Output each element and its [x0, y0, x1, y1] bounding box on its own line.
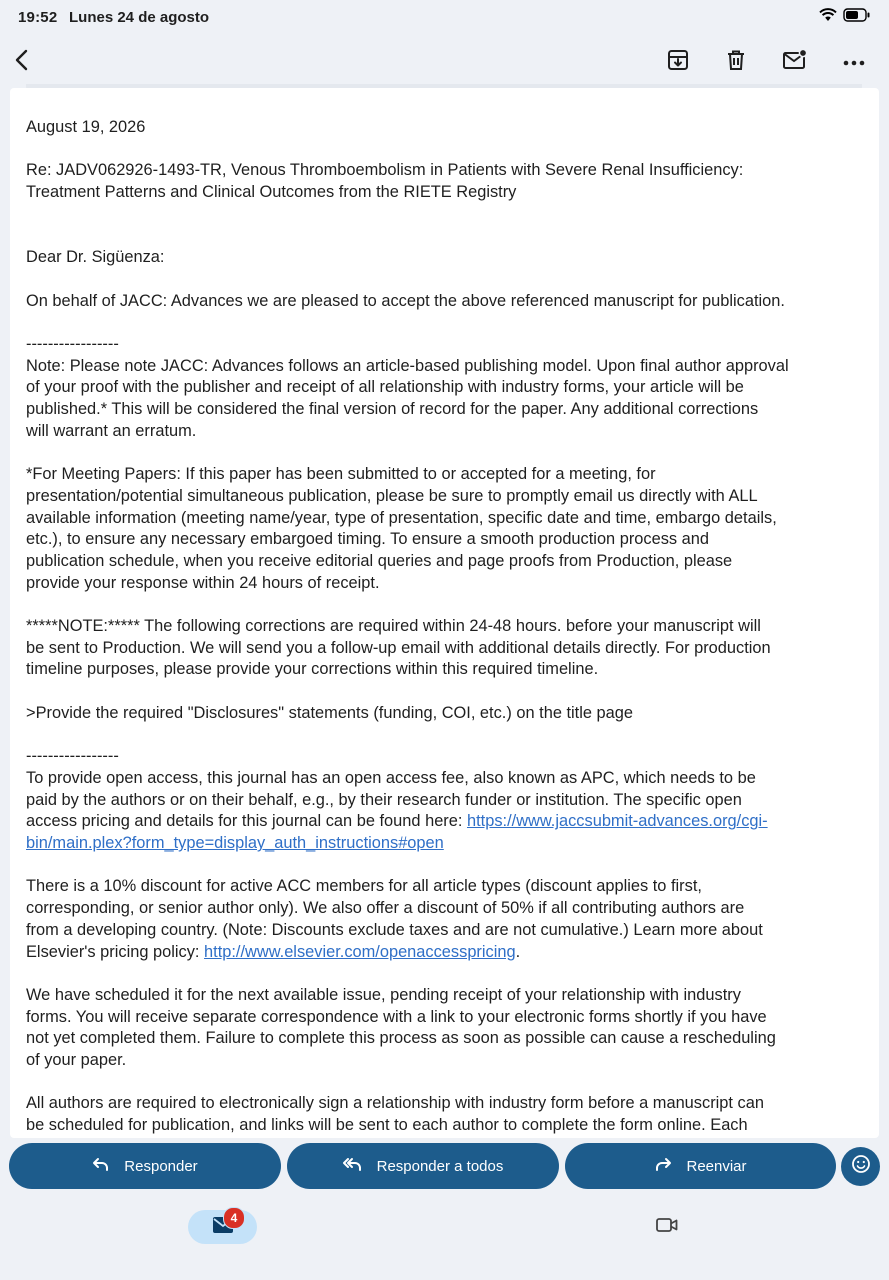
- back-button[interactable]: [4, 44, 40, 80]
- open-access-text: To provide open access, this journal has an open access fee, also known as APC, which needs to be paid by the authors or on their behalf, e.g., by their research funder or institution. The specific open access pricing and details for this journal can be found here:: [26, 768, 756, 831]
- forward-label: Reenviar: [686, 1157, 747, 1175]
- email-date: August 19, 2026: [26, 118, 146, 136]
- meeting-papers-paragraph: *For Meeting Papers: If this paper has been submitted to or accepted for a meeting, for presentation/potential simultaneous publication, please be sure to promptly email us directly with ALL available information (meeting name/year, type of presentation, specific date and time, embargo details, etc.), to ensure any necessary embargoed timing. To ensure a smooth production process and publication schedule, when you receive editorial queries and page proofs from Production, please provide your response within 24 hours of receipt.: [26, 465, 777, 592]
- email-toolbar: [0, 38, 889, 86]
- email-greeting: Dear Dr. Sigüenza:: [26, 248, 165, 267]
- wifi-icon: [819, 8, 837, 27]
- acceptance-paragraph: On behalf of JACC: Advances we are pleased to accept the above referenced manuscript for publication.: [26, 291, 785, 310]
- emoji-smile-icon: [851, 1154, 871, 1179]
- reply-all-label: Responder a todos: [376, 1157, 504, 1175]
- divider-text: -----------------: [26, 334, 119, 353]
- more-horizontal-icon: [843, 53, 865, 71]
- divider-text: -----------------: [26, 747, 119, 766]
- mail-unread-icon: [782, 48, 808, 77]
- open-access-link[interactable]: https://www.jaccsubmit-advances.org/cgi- bin/main.plex?form_type=display_auth_instructions#open: [26, 812, 768, 853]
- reply-icon: [92, 1157, 110, 1175]
- discount-text: There is a 10% discount for active ACC members for all article types (discount applies to first, corresponding, or senior author only). We also offer a discount of 50% if all contributing authors are from a developing country. (Note: Discounts exclude taxes and are not cumulative.) Learn more about Elsevier's pricing policy:: [26, 877, 763, 961]
- chevron-left-icon: [12, 48, 32, 77]
- nav-mail-tab[interactable]: [188, 1210, 257, 1244]
- bottom-navigation: [0, 1196, 889, 1280]
- more-options-button[interactable]: [836, 44, 872, 80]
- authors-sign-paragraph: All authors are required to electronically sign a relationship with industry form before a manuscript can be scheduled for publication, and links will be sent to each author to complete the form online. Each: [26, 1094, 764, 1135]
- forward-button[interactable]: [565, 1143, 836, 1189]
- emoji-reaction-button[interactable]: [841, 1147, 880, 1186]
- video-camera-icon: [656, 1217, 678, 1238]
- note-paragraph: Note: Please note JACC: Advances follows an article-based publishing model. Upon final author approval of your proof with the publisher and receipt of all relationship with industry forms, your article will be published.* This will be considered the final version of record for the paper. Any additional corrections will warrant an erratum.: [26, 356, 789, 440]
- pricing-end: .: [515, 942, 521, 961]
- archive-button[interactable]: [660, 44, 696, 80]
- delete-button[interactable]: [718, 44, 754, 80]
- schedule-paragraph: We have scheduled it for the next available issue, pending receipt of your relationship with industry forms. You will receive separate correspondence with a link to your electronic forms shortly if you have not yet completed them. Failure to complete this process as soon as possible can cause a rescheduling of your paper.: [26, 985, 776, 1070]
- status-icons: [819, 8, 871, 27]
- corrections-note-paragraph: *****NOTE:***** The following corrections are required within 24-48 hours. before your manuscript will be sent to Production. We will send you a follow-up email with additional details directly. For production timeline purposes, please provide your corrections within this required timeline.: [26, 617, 771, 679]
- forward-icon: [654, 1157, 672, 1175]
- pricing-policy-link[interactable]: http://www.elsevier.com/openaccesspricing: [204, 942, 516, 961]
- trash-icon: [724, 48, 748, 77]
- open-access-paragraph: [26, 768, 866, 855]
- email-subject-line: Re: JADV062926-1493-TR, Venous Thromboembolism in Patients with Severe Renal Insufficiency: Treatment Patterns and Clinical Outcomes from the RIETE Registry: [26, 161, 744, 202]
- discount-paragraph: [26, 876, 866, 963]
- status-time: 19:52: [18, 9, 58, 26]
- reply-action-bar: [0, 1140, 889, 1192]
- email-body: [26, 117, 866, 1137]
- archive-icon: [666, 48, 690, 77]
- status-date: Lunes 24 de agosto: [69, 9, 210, 26]
- unread-count-badge: 4: [223, 1207, 245, 1229]
- email-message-card: [10, 88, 879, 1138]
- battery-icon: [843, 8, 871, 27]
- disclosures-paragraph: >Provide the required "Disclosures" statements (funding, COI, etc.) on the title page: [26, 703, 634, 722]
- status-bar: [0, 0, 889, 36]
- mark-unread-button[interactable]: [777, 44, 813, 80]
- reply-button[interactable]: [9, 1143, 281, 1189]
- reply-label: Responder: [124, 1157, 198, 1175]
- nav-meet-tab[interactable]: [650, 1213, 684, 1241]
- reply-all-icon: [343, 1157, 363, 1175]
- reply-all-button[interactable]: [287, 1143, 559, 1189]
